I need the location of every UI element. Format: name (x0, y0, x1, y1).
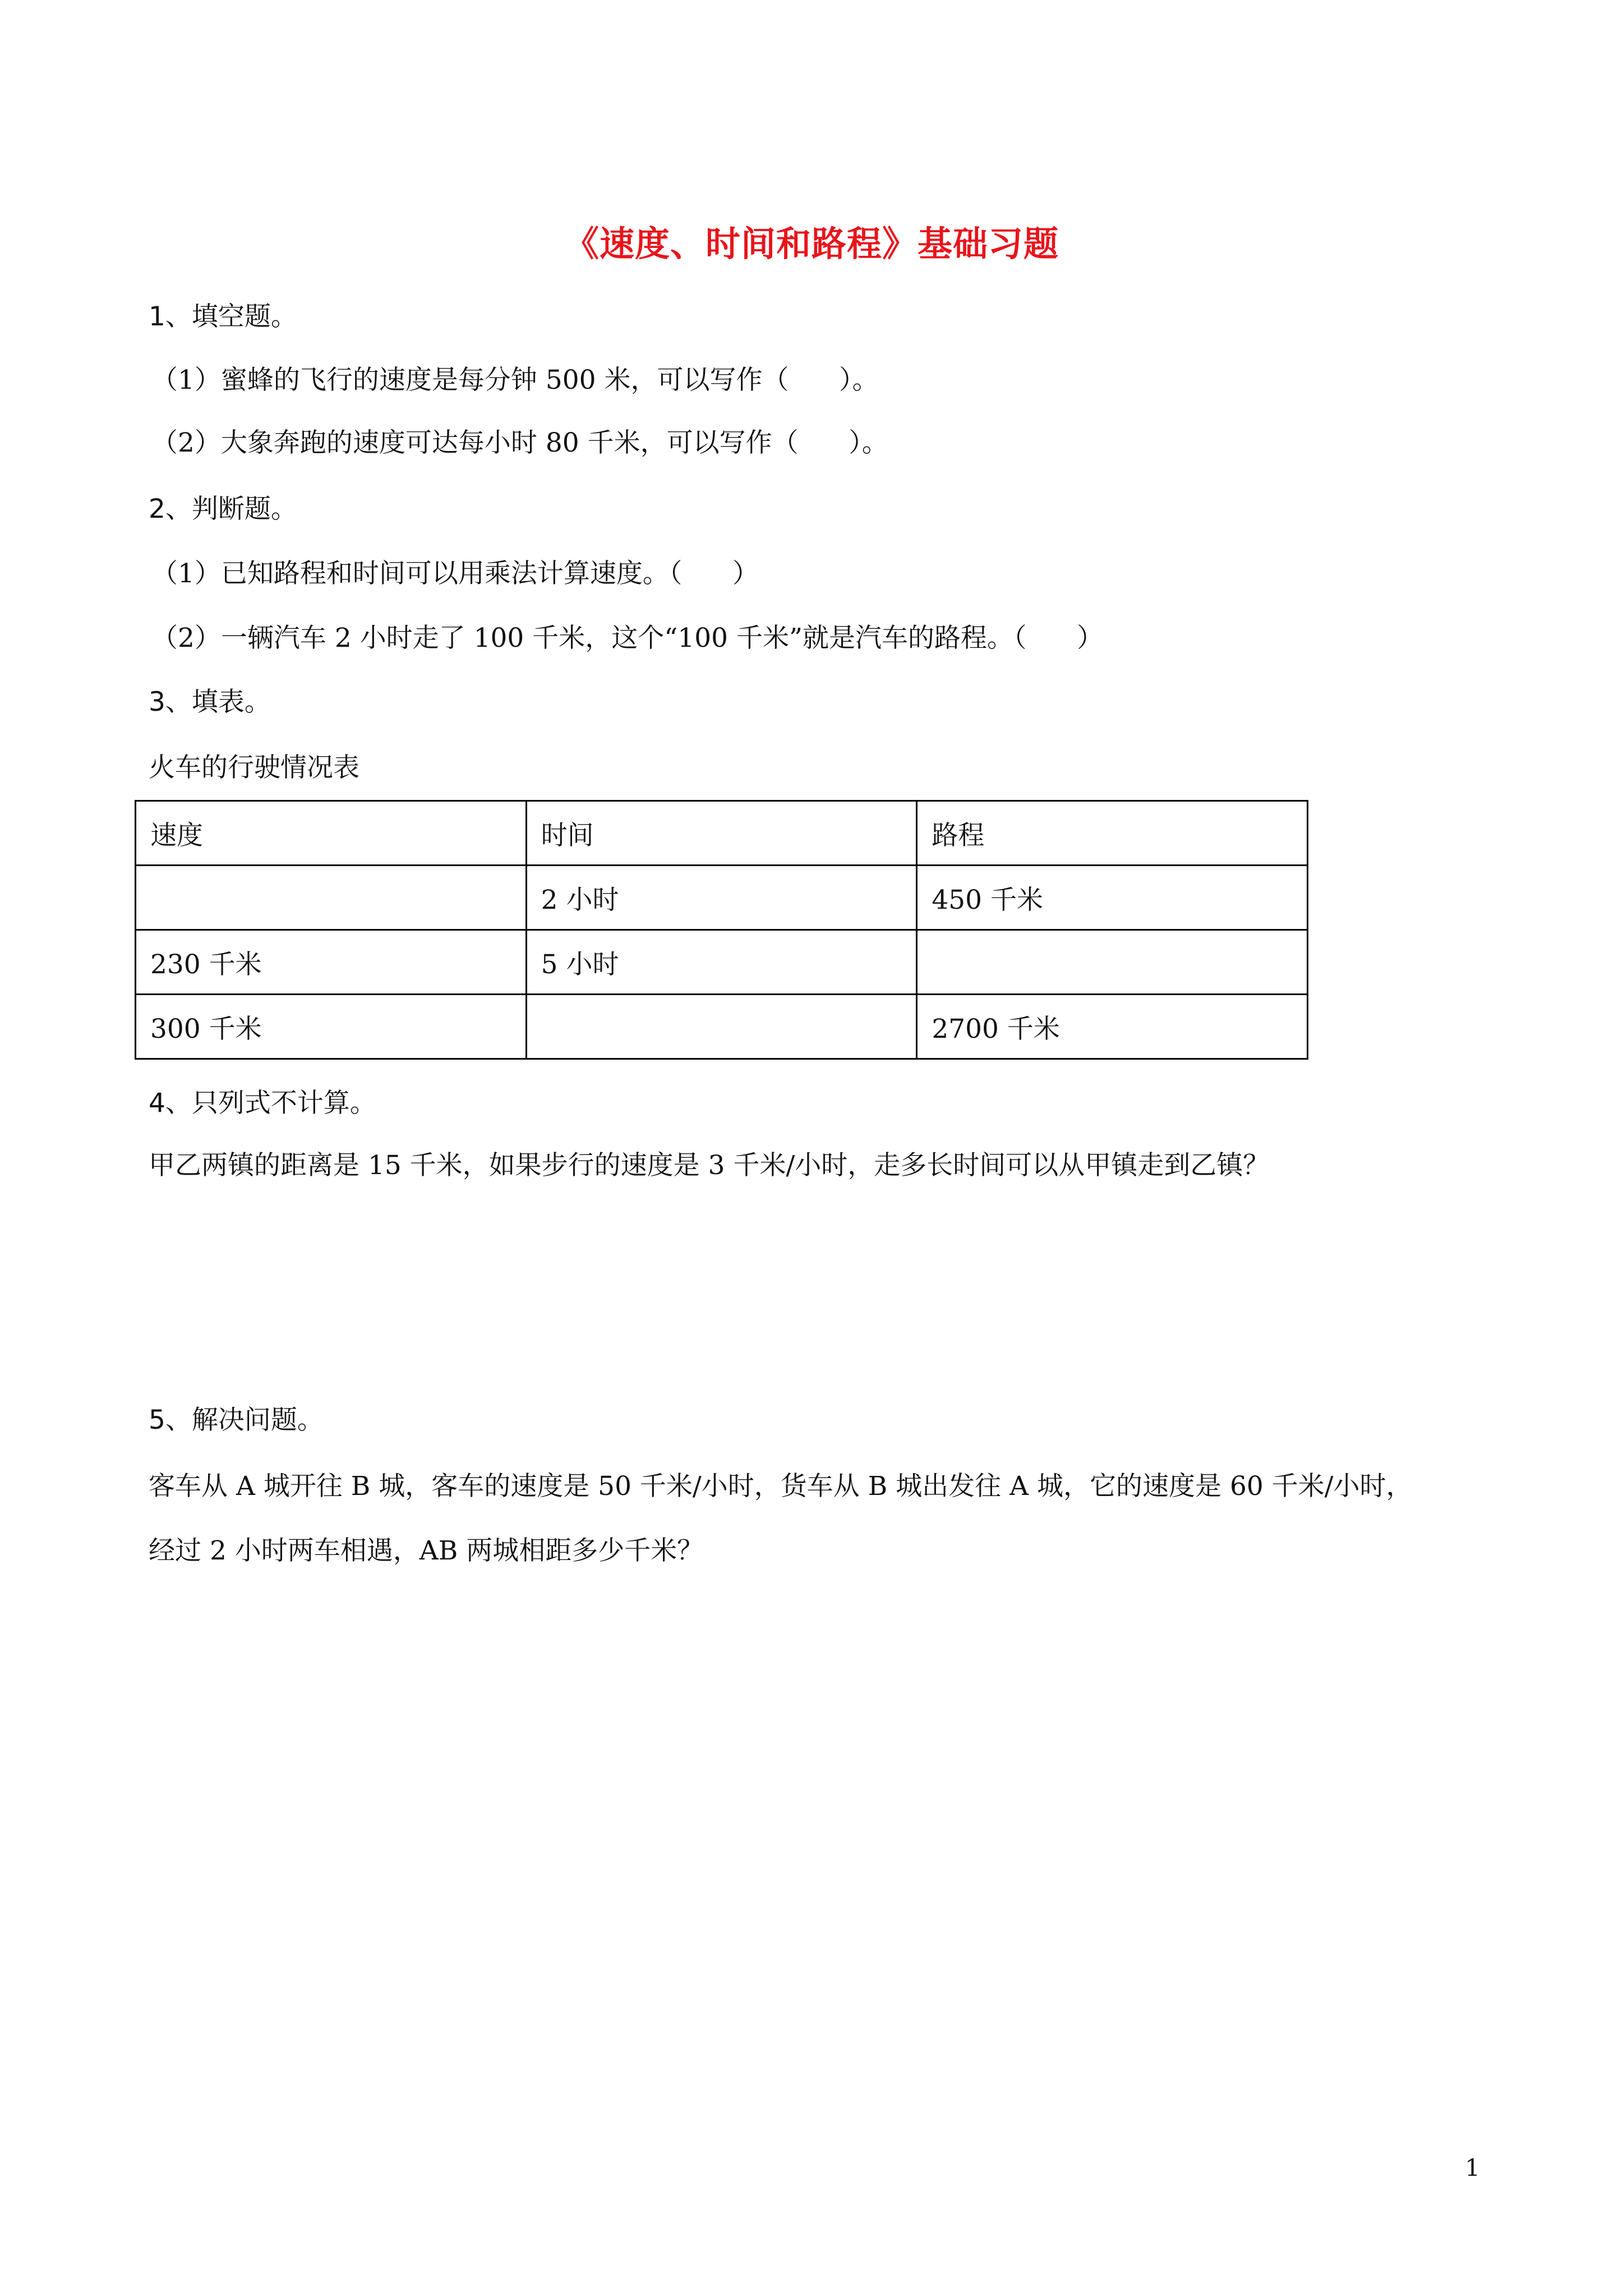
table-header-row (136, 801, 1308, 866)
question-5-text-line-1: 客车从 A 城开往 B 城，客车的速度是 50 千米/小时，货车从 B 城出发往 A 城，它的速度是 60 千米/小时， (149, 1471, 1413, 1502)
question-1-heading: 1、填空题。 (149, 301, 297, 332)
table-cell-speed (136, 866, 527, 930)
worksheet-title: 《速度、时间和路程》基础习题 (564, 223, 1059, 264)
table-cell-distance: 2700 千米 (917, 995, 1308, 1059)
table-row (136, 930, 1308, 995)
question-1-item-2: （2）大象奔跑的速度可达每小时 80 千米，可以写作（ ）。 (151, 427, 888, 458)
question-2-heading: 2、判断题。 (149, 494, 297, 524)
table-cell-speed: 230 千米 (136, 930, 527, 995)
table-header-cell-speed: 速度 (136, 801, 527, 866)
question-5-heading: 5、解决问题。 (149, 1405, 324, 1435)
question-3-heading: 3、填表。 (149, 687, 271, 717)
question-1-item-1: （1）蜜蜂的飞行的速度是每分钟 500 米，可以写作（ ）。 (151, 365, 879, 395)
table-row (136, 866, 1308, 930)
table-cell-time: 5 小时 (526, 930, 917, 995)
table-header-cell-time: 时间 (526, 801, 917, 866)
question-2-item-2: （2）一辆汽车 2 小时走了 100 千米，这个“100 千米”就是汽车的路程。（ ） (151, 623, 1104, 654)
question-2-item-1: （1）已知路程和时间可以用乘法计算速度。（ ） (151, 558, 759, 589)
train-travel-table (135, 800, 1308, 1060)
table-row (136, 995, 1308, 1059)
table-cell-speed: 300 千米 (136, 995, 527, 1059)
page-number: 1 (1465, 2154, 1480, 2182)
table-cell-distance: 450 千米 (917, 866, 1308, 930)
table-header-cell-distance: 路程 (917, 801, 1308, 866)
table-caption: 火车的行驶情况表 (149, 752, 359, 783)
table-cell-time (526, 995, 917, 1059)
question-4-text: 甲乙两镇的距离是 15 千米，如果步行的速度是 3 千米/小时，走多长时间可以从甲镇走到乙镇？ (149, 1150, 1270, 1181)
question-4-heading: 4、只列式不计算。 (149, 1088, 376, 1119)
table-cell-time: 2 小时 (526, 866, 917, 930)
table-cell-distance (917, 930, 1308, 995)
question-5-text-line-2: 经过 2 小时两车相遇，AB 两城相距多少千米？ (149, 1535, 704, 1566)
